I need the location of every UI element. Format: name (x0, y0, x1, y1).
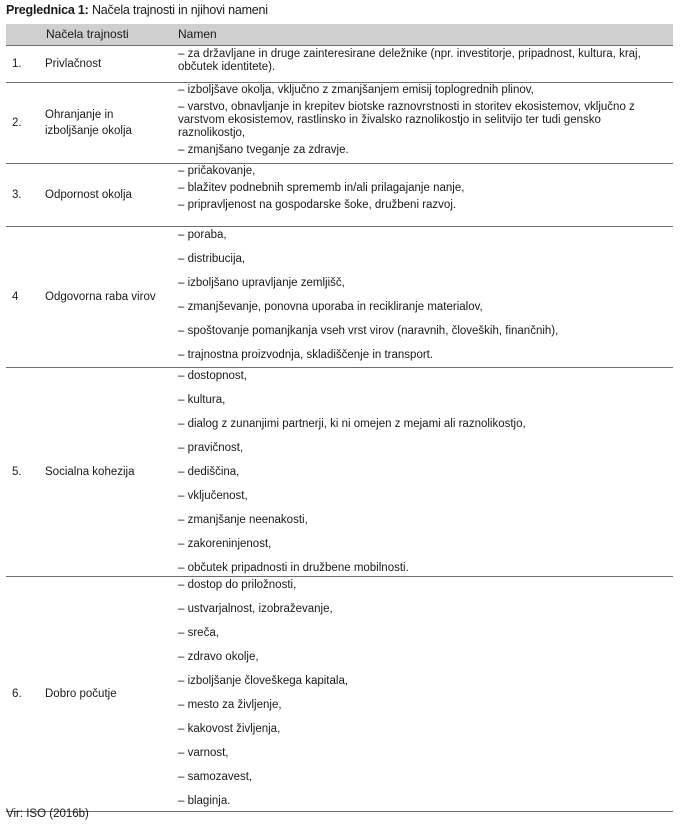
purpose-item: – samozavest, (178, 771, 253, 783)
principle-name: Odpornost okolja (45, 189, 132, 201)
table-row-social-cohesion (6, 368, 673, 577)
caption-text: Načela trajnosti in njihovi nameni (91, 3, 268, 17)
purpose-list (178, 47, 659, 74)
purpose-item: – zakoreninjenost, (178, 538, 272, 550)
purpose-item: – zmanjšanje neenakosti, (178, 514, 308, 526)
purpose-item: – kultura, (178, 394, 226, 406)
table-caption (6, 3, 268, 17)
table-row-resource-use (6, 227, 673, 368)
purpose-item: – izboljšano upravljanje zemljišč, (178, 277, 345, 289)
principle-number: 5. (12, 466, 22, 478)
principle-number: 2. (12, 117, 22, 129)
purpose-list (178, 84, 659, 157)
source-note: Vir: ISO (2016b) (6, 808, 89, 820)
purpose-item: – blaginja. (178, 795, 231, 807)
purpose-item: – distribucija, (178, 253, 246, 265)
purpose-list (178, 578, 659, 808)
principles-table (6, 24, 673, 812)
principle-number: 4 (12, 291, 19, 303)
purpose-item: – ustvarjalnost, izobraževanje, (178, 603, 333, 615)
purpose-item: – zmanjšano tveganje za zdravje. (178, 144, 349, 156)
purpose-item: – zmanjševanje, ponovna uporaba in recikliranje materialov, (178, 301, 483, 313)
caption-label: Preglednica 1: (6, 3, 89, 17)
purpose-item: – izboljšave okolja, vključno z zmanjšanjem emisij toplogrednih plinov, (178, 84, 534, 96)
purpose-item: – pripravljenost na gospodarske šoke, družbeni razvoj. (178, 199, 457, 211)
header-purpose: Namen (178, 27, 217, 41)
purpose-item: – občutek pripadnosti in družbene mobilnosti. (178, 562, 409, 574)
purpose-item: – varnost, (178, 747, 229, 759)
table-row-well-being (6, 577, 673, 812)
purpose-item: – blažitev podnebnih sprememb in/ali prilagajanje nanje, (178, 182, 465, 194)
purpose-item: – izboljšanje človeškega kapitala, (178, 675, 349, 687)
principle-name: Privlačnost (45, 58, 102, 70)
purpose-item: – varstvo, obnavljanje in krepitev biotske raznovrstnosti in storitev ekosistemov, vključno z varstvom ekosistemov, rastlinsko in živalsko raznolikostjo in selitvijo ter tudi gensko raznolikostjo, (178, 101, 635, 139)
table-header (6, 24, 673, 46)
purpose-item: – za državljane in druge zainteresirane deležnike (npr. investitorje, pripadnost, kultura, kraj, občutek identitete). (178, 48, 641, 73)
table-row-resilience (6, 164, 673, 227)
purpose-item: – pravičnost, (178, 442, 244, 454)
principle-number: 3. (12, 189, 22, 201)
purpose-list (178, 369, 659, 575)
header-principles: Načela trajnosti (46, 27, 129, 41)
principle-name: Dobro počutje (45, 688, 117, 700)
table-row-environment (6, 83, 673, 164)
principle-name: Odgovorna raba virov (45, 291, 156, 303)
principle-number: 6. (12, 688, 22, 700)
table-row-attractiveness (6, 46, 673, 83)
principle-number: 1. (12, 58, 22, 70)
purpose-item: – zdravo okolje, (178, 651, 259, 663)
purpose-item: – dostop do priložnosti, (178, 579, 297, 591)
purpose-item: – poraba, (178, 229, 227, 241)
purpose-item: – pričakovanje, (178, 165, 256, 177)
purpose-item: – dostopnost, (178, 370, 248, 382)
principle-name: Socialna kohezija (45, 466, 135, 478)
purpose-item: – sreča, (178, 627, 219, 639)
purpose-item: – spoštovanje pomanjkanja vseh vrst virov (naravnih, človeških, finančnih), (178, 325, 559, 337)
principle-name: Ohranjanje in izboljšanje okolja (45, 109, 132, 137)
purpose-item: – mesto za življenje, (178, 699, 282, 711)
purpose-item: – kakovost življenja, (178, 723, 281, 735)
purpose-item: – dialog z zunanjimi partnerji, ki ni omejen z mejami ali raznolikostjo, (178, 418, 526, 430)
purpose-list (178, 228, 659, 362)
purpose-list (178, 165, 659, 212)
purpose-item: – vključenost, (178, 490, 248, 502)
purpose-item: – trajnostna proizvodnja, skladiščenje in transport. (178, 349, 434, 361)
purpose-item: – dediščina, (178, 466, 240, 478)
